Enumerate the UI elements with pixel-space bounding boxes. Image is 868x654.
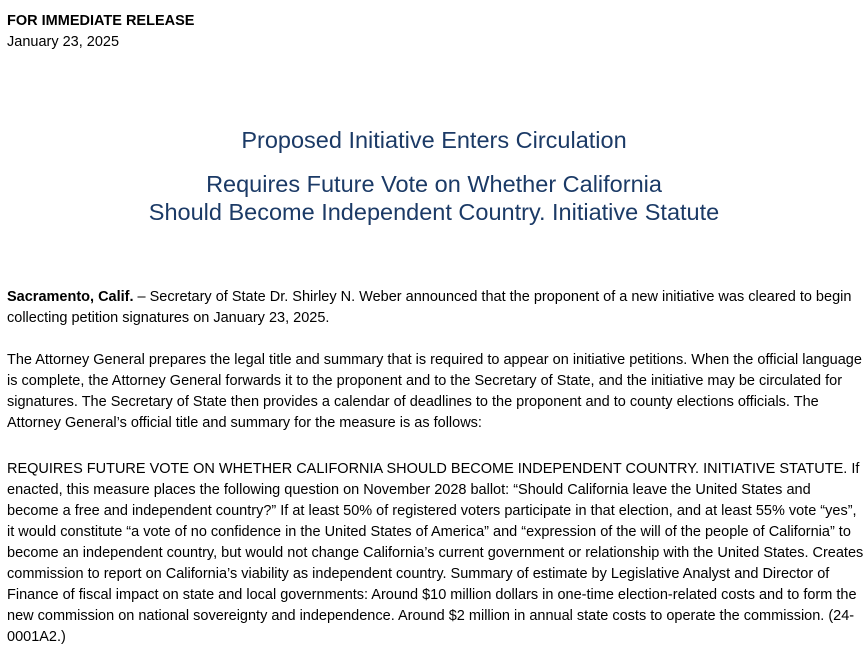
title-summary-paragraph: REQUIRES FUTURE VOTE ON WHETHER CALIFORNIA SHOULD BECOME INDEPENDENT COUNTRY. INITIATIVE STATUTE. If enacted, this measure places the following question on November 2028 ballot: “Should California leave the United States and become a free and independent country?” If at least 50% of registered voters participate in that election, and at least 55% vote “yes”, it would constitute “a vote of no confidence in the United States of America” and “expression of the will of the people of California” to become an independent country, but would not change California’s current government or relationship with the United States. Creates commission to report on California’s viability as independent country. Summary of estimate by Legislative Analyst and Director of Finance of fiscal impact on state and local governments: Around $10 million dollars in one-time election-related costs and to form the new commission on national sovereignty and independence. Around $2 million in annual state costs to operate the commission. (24-0001A2.) <box>7 461 864 645</box>
process-paragraph: The Attorney General prepares the legal title and summary that is required to appear on initiative petitions. When the official language is complete, the Attorney General forwards it to the proponent and to the Secretary of State, and the initiative may be circulated for signatures. The Secretary of State then provides a calendar of deadlines to the proponent and to county elections officials. The Attorney General’s official title and summary for the measure is as follows: <box>7 352 862 431</box>
dateline: Sacramento, Calif. <box>7 289 134 305</box>
headline-subtitle-line1: Requires Future Vote on Whether California <box>206 171 662 197</box>
intro-paragraph <box>7 287 865 329</box>
headline-subtitle-line2: Should Become Independent Country. Initiative Statute <box>148 199 720 225</box>
release-label: FOR IMMEDIATE RELEASE <box>7 13 195 29</box>
intro-paragraph-text: – Secretary of State Dr. Shirley N. Weber announced that the proponent of a new initiative was cleared to begin collecting petition signatures on January 23, 2025. <box>7 289 852 326</box>
headline-title: Proposed Initiative Enters Circulation <box>241 127 627 153</box>
release-date: January 23, 2025 <box>7 34 120 50</box>
